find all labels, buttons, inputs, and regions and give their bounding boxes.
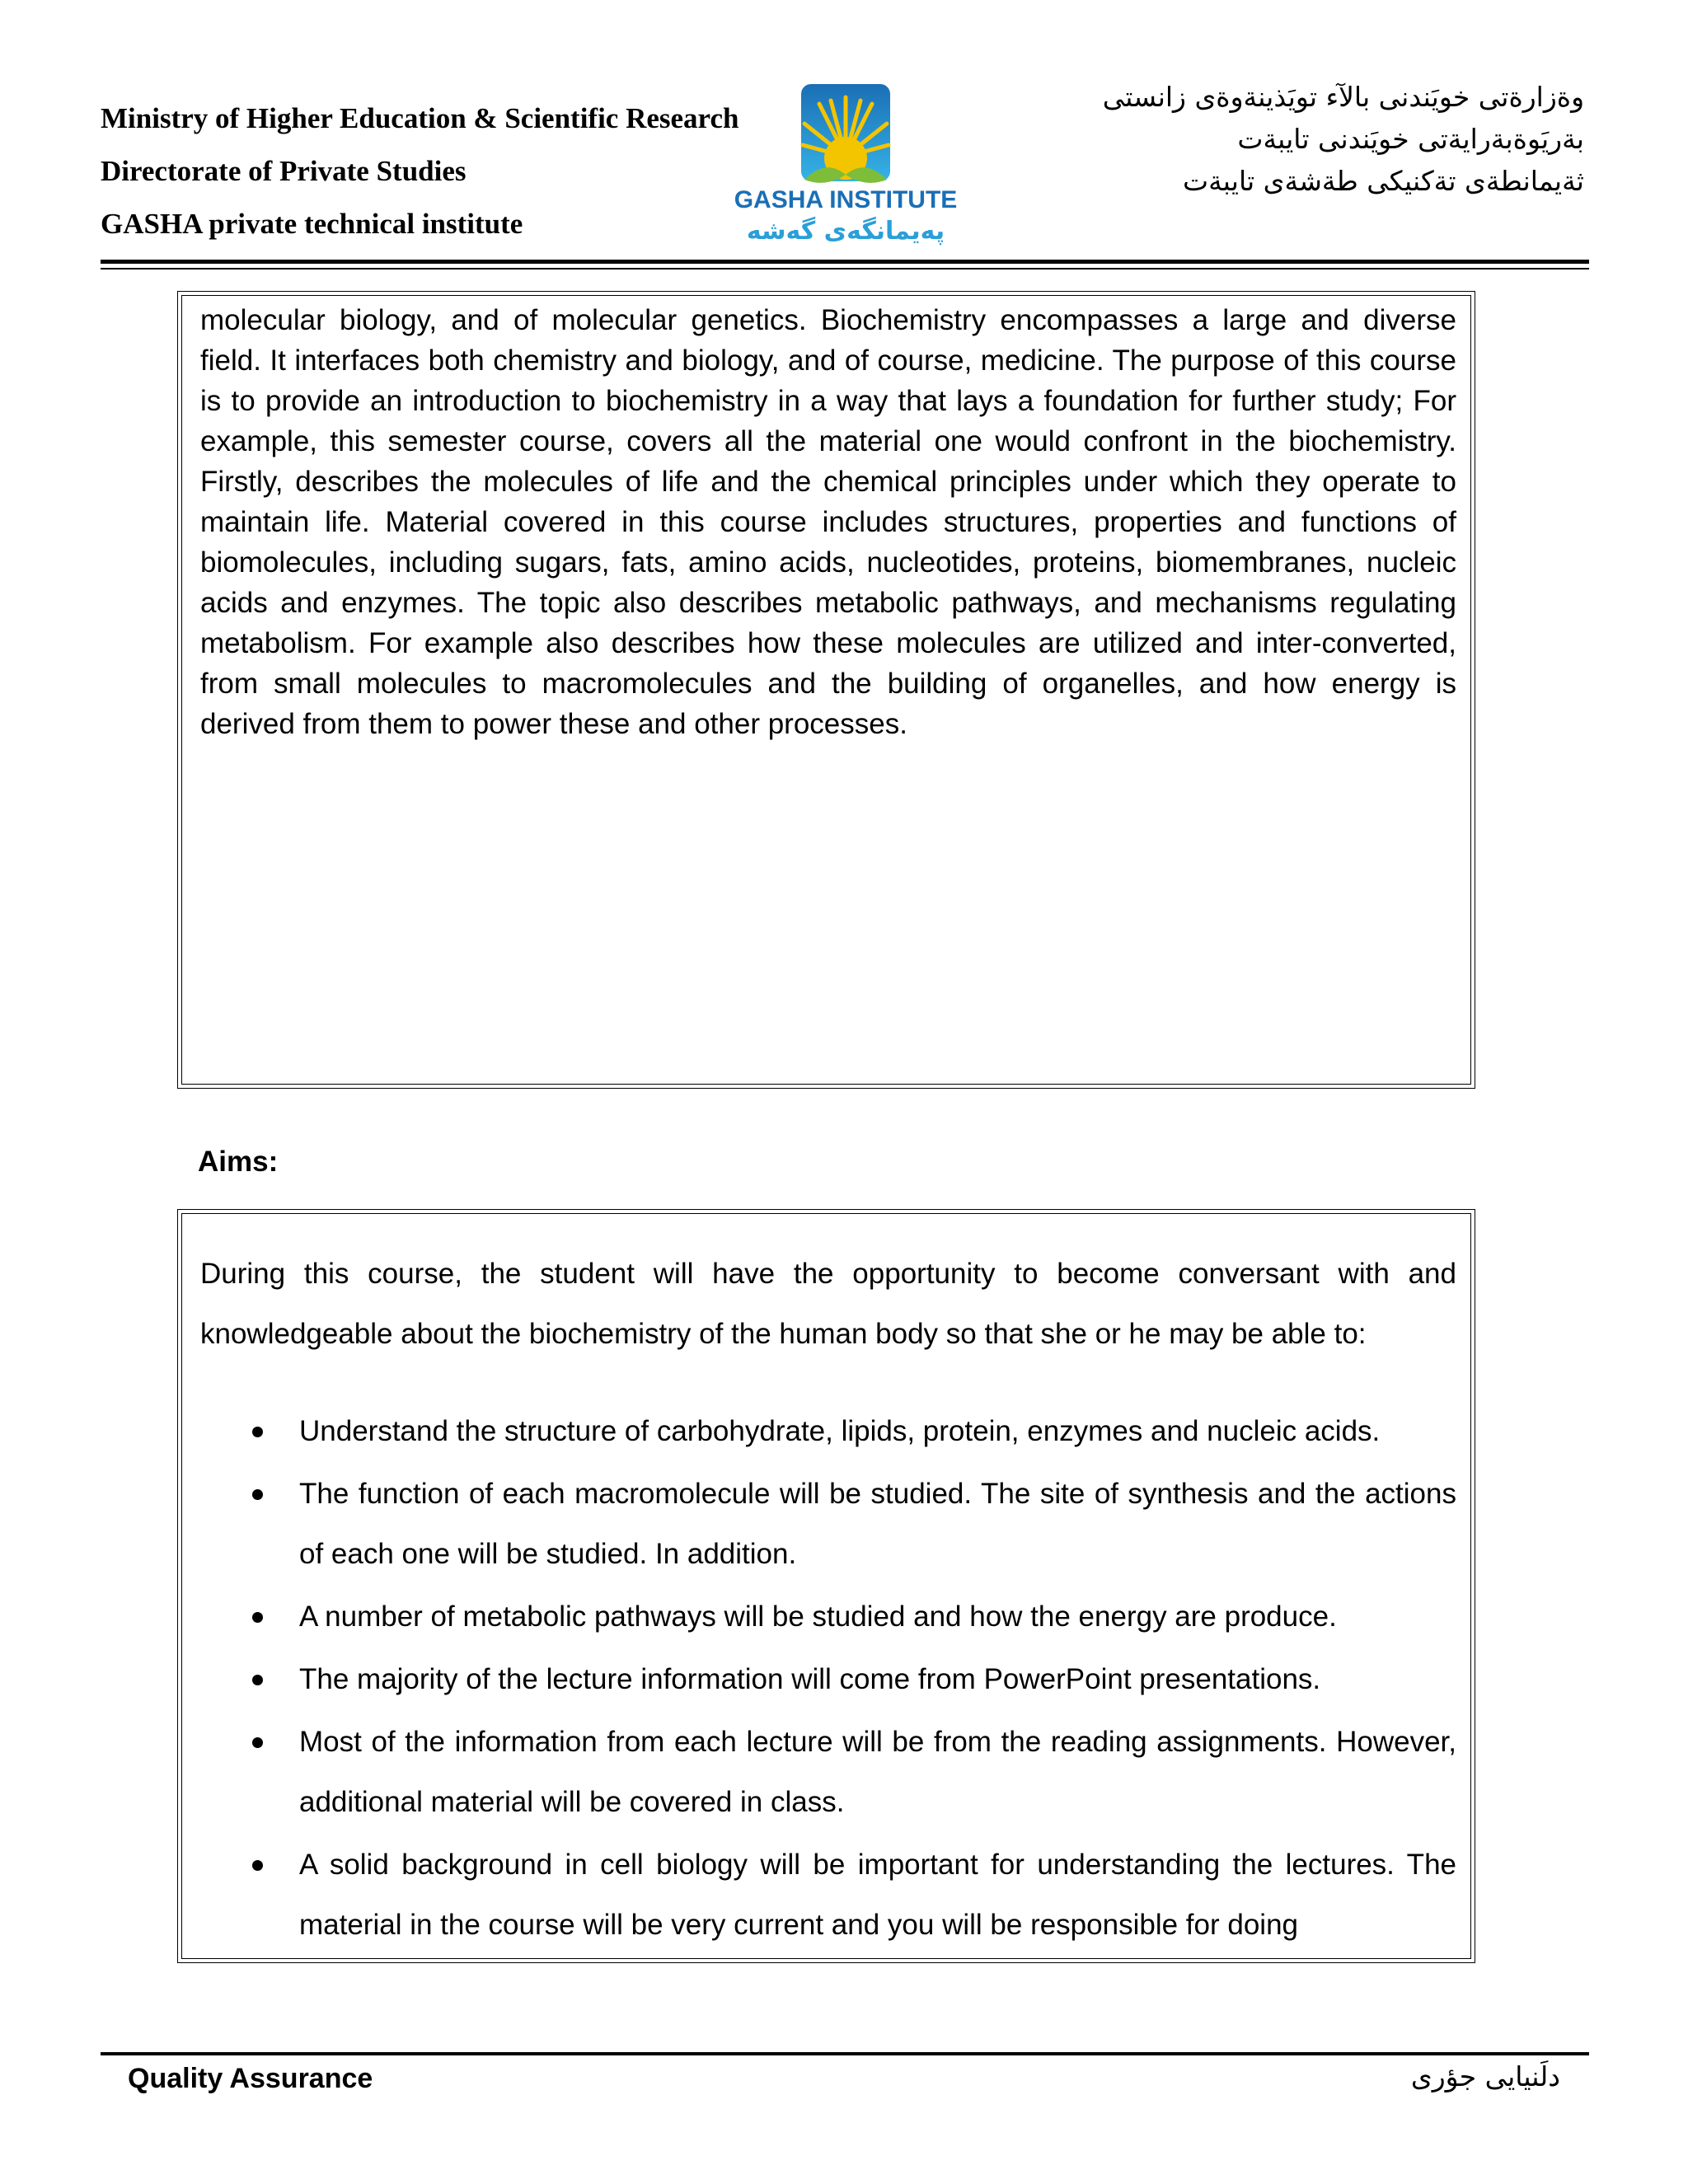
aims-item-text: A number of metabolic pathways will be studied and how the energy are produce.	[299, 1601, 1337, 1633]
aims-list-item	[200, 1712, 1456, 1832]
ministry-line-ku: وةزارةتى خويَندنى بالآء تويَذينةوةى زانستى	[1102, 81, 1584, 113]
aims-list-item	[200, 1586, 1456, 1647]
course-description-box	[181, 295, 1471, 1085]
bullet-icon	[252, 1489, 263, 1500]
bullet-icon	[252, 1737, 263, 1748]
header-left	[101, 92, 738, 251]
bullet-icon	[252, 1427, 263, 1437]
institute-line: GASHA private technical institute	[101, 208, 523, 240]
aims-list-item	[200, 1649, 1456, 1709]
bullet-icon	[252, 1612, 263, 1623]
aims-box	[181, 1213, 1471, 1959]
aims-item-text: The function of each macromolecule will be studied. The site of synthesis and the actions of each one will be studied. In addition.	[299, 1478, 1456, 1570]
ministry-line: Ministry of Higher Education & Scientific Research	[101, 102, 739, 134]
footer-quality-assurance: Quality Assurance	[128, 2063, 373, 2094]
aims-item-text: A solid background in cell biology will be important for understanding the lectures. The material in the course will be very current and you will be responsible for doing	[299, 1849, 1456, 1941]
directorate-line-ku: بةريَوةبةرايةتى خويَندنى تايبةت	[1237, 123, 1584, 155]
logo-name-en: GASHA INSTITUTE	[734, 186, 958, 213]
logo-name-ku: پەیمانگەی گەشە	[746, 217, 945, 246]
header-rule-thin	[101, 268, 1589, 269]
footer-rule	[101, 2052, 1589, 2055]
header-rule-thick	[101, 260, 1589, 264]
aims-list-item	[200, 1464, 1456, 1584]
aims-list-item	[200, 1835, 1456, 1955]
directorate-line: Directorate of Private Studies	[101, 155, 467, 187]
course-description-text: molecular biology, and of molecular genetics. Biochemistry encompasses a large and diverse field. It interfaces both chemistry and biology, and of course, medicine. The purpose of this course is to provide an introduction to biochemistry in a way that lays a foundation for further study; For example, this semester course, covers all the material one would confront in the biochemistry. Firstly, describes the molecules of life and the chemical principles under which they operate to maintain life. Material covered in this course includes structures, properties and functions of biomolecules, including sugars, fats, amino acids, nucleotides, proteins, biomembranes, nucleic acids and enzymes. The topic also describes metabolic pathways, and mechanisms regulating metabolism. For example also describes how these molecules are utilized and inter-converted, from small molecules to macromolecules and the building of organelles, and how energy is derived from them to power these and other processes.	[200, 304, 1456, 740]
aims-list	[200, 1401, 1456, 1955]
footer-quality-assurance-ku: دلَنيايى جؤرى	[1410, 2060, 1560, 2093]
institute-line-ku: ثةيمانطةى تةكنيكى طةشةى تايبةت	[1183, 165, 1584, 197]
bullet-icon	[252, 1675, 263, 1685]
bullet-icon	[252, 1860, 263, 1871]
aims-item-text: Most of the information from each lecture will be from the reading assignments. However, additional material will be covered in class.	[299, 1726, 1456, 1818]
aims-item-text: The majority of the lecture information will come from PowerPoint presentations.	[299, 1663, 1321, 1695]
aims-intro: During this course, the student will have the opportunity to become conversant with and knowledgeable about the biochemistry of the human body so that she or he may be able to:	[200, 1258, 1456, 1350]
gasha-logo	[725, 82, 973, 251]
header-right	[1103, 76, 1584, 202]
aims-list-item	[200, 1401, 1456, 1461]
aims-heading: Aims:	[198, 1146, 279, 1178]
aims-item-text: Understand the structure of carbohydrate, lipids, protein, enzymes and nucleic acids.	[299, 1415, 1381, 1447]
